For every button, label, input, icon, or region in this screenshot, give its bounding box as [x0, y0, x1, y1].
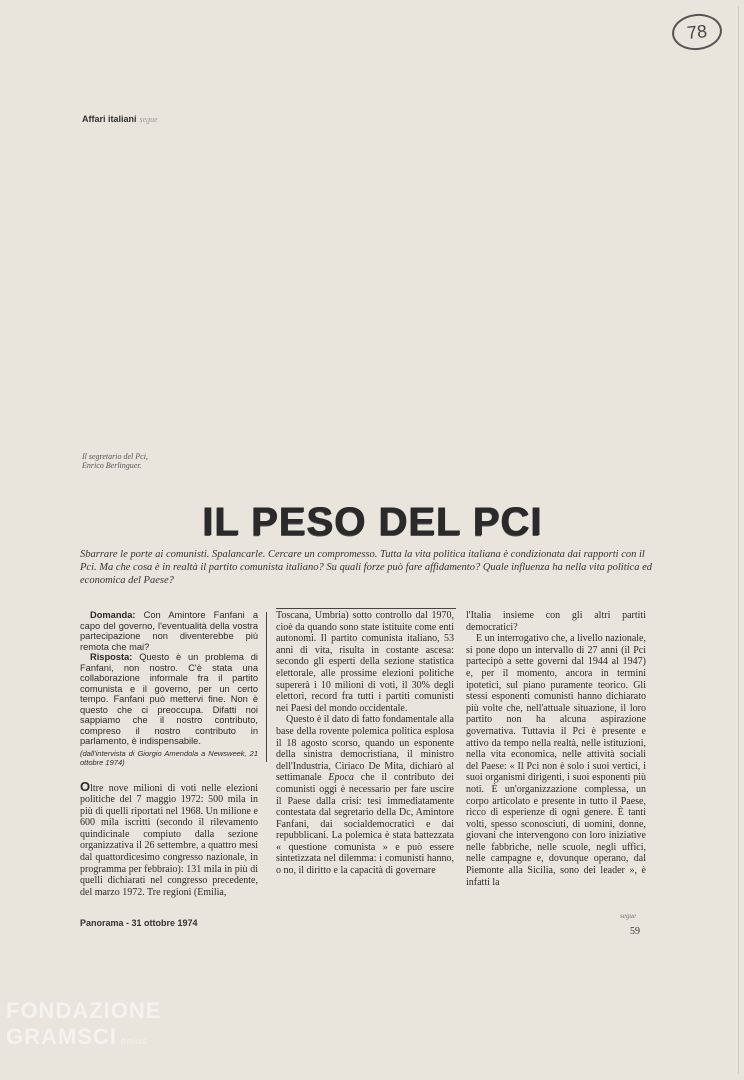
interview-question — [80, 610, 258, 652]
column-2 — [276, 610, 454, 877]
interview-answer — [80, 652, 258, 747]
photo-caption: Il segretario del Pci, Enrico Berlinguer. — [82, 452, 148, 470]
answer-text: Questo è un problema di Fanfani, non nostro. C'è stata una collaborazione informale fra il partito comunista e il governo, per un certo tempo. Fanfani può mettervi fine. Non è questo che ci preoccupa. Difatti noi sappiamo che il nostro contributo, compreso il nostro contributo in parlamento, è indispensabile. — [80, 652, 259, 746]
question-text: Con Amintore Fanfani a capo del governo, l'eventualità della vostra partecipazione non diventerebbe più remota che mai? — [80, 610, 258, 652]
answer-label: Risposta: — [90, 652, 133, 662]
column-3 — [466, 610, 646, 888]
archive-watermark — [6, 998, 161, 1054]
paragraph — [276, 714, 454, 876]
watermark-line-1: FONDAZIONE — [6, 998, 162, 1023]
paragraph-text: Questo è il dato di fatto fondamentale alla base della rovente polemica politica esplosa il 18 agosto scorso, quando un esponente della sinistra democristiana, il ministro dell'Industria, Ciriaco De Mita, dichiarò al settimanale — [276, 714, 454, 784]
column-1 — [80, 610, 258, 898]
magazine-title: Epoca — [328, 772, 354, 784]
lead-paragraph — [80, 778, 258, 899]
watermark-line-2: GRAMSCI — [6, 1024, 117, 1049]
paragraph: Toscana, Umbria) sotto controllo dal 1970, cioè da quando sono state istituite come enti autonomi. Il partito comunista italiano, 53 anni di vita, risulta in costante ascesa: secondo gli esperti della sezione statistica elettorale, alle prossime elezioni politiche supererà i 10 milioni di voti, il 30% degli elettori, record fra tutti i partiti comunisti nei Paesi del mondo occidentale. — [276, 610, 454, 714]
dropcap: O — [80, 778, 91, 794]
lead-text: ltre nove milioni di voti nelle elezioni politiche del 7 maggio 1972: 500 mila in più di quelli riportati nel 1968. Un milione e 600 mila iscritti (secondo il rilevamento quindicinale compiuto dalla sezione organizzativa il 26 settembre, a quattro mesi dal quattordicesimo congresso nazionale, in programma per febbraio): 131 mila in più di quelli dichiarati nel congresso precedente, del marzo 1972. Tre regioni (Emilia, — [80, 782, 258, 898]
standfirst: Sbarrare le porte ai comunisti. Spalancarle. Cercare un compromesso. Tutta la vita politica italiana è condizionata dai rapporti con il Pci. Ma che cosa è in realtà il partito comunista italiano? Su quali forze può fare affidamento? Quale influenza ha nella vita politica ed economica del Paese? — [80, 549, 652, 586]
headline: IL PESO DEL PCI — [201, 500, 543, 544]
source-note: (dall'intervista di Giorgio Amendola a Newsweek, 21 ottobre 1974) — [80, 748, 258, 767]
question-label: Domanda: — [90, 610, 136, 620]
interview-quote — [80, 610, 258, 767]
paragraph: E un interrogativo che, a livello nazionale, si pone dopo un intervallo di 27 anni (il Pci partecipò a sette governi dal 1944 al 1947) e, per il momento, ancora in termini ipotetici, sul piano puramente teorico. Gli stessi esponenti comunisti hanno dichiarato più volte che, nell'attuale situazione, il loro partito non ha alcuna aspirazione governativa. Tuttavia il Pci è presente e attivo da tempo nella realtà, nelle istituzioni, nella vita economica, nelle attività sociali del Paese: « Il Pci non è solo i suoi vertici, i suoi organismi dirigenti, i suoi esponenti più noti. È un'organizzazione complessa, un corpo articolato e presente in tutto il Paese, ricco di esperienze di ogni genere. È tanti volti, spesso sconosciuti, di uomini, donne, giovani che intervengono con loro iniziative nelle fabbriche, nelle scuole, negli uffici, nelle campagne e, dovunque operano, dal Piemonte alla Sicilia, sono dei leader », è infatti la — [466, 633, 646, 888]
column-top-rule — [276, 608, 456, 609]
section-label — [82, 114, 158, 124]
quote-divider — [266, 612, 267, 762]
section-label-suffix: segue — [139, 115, 158, 124]
paragraph: l'Italia insieme con gli altri partiti democratici? — [466, 610, 646, 633]
page-number: 59 — [630, 926, 640, 937]
continues-label: segue — [620, 912, 636, 920]
archive-number-stamp: 78 — [670, 11, 723, 52]
paragraph-text: che il contributo dei comunisti oggi è necessario per fare uscire il Paese dalla crisi: tesi immediatamente contestata dal segretario della Dc, Amintore Fanfani, dai socialdemocratici e dai repubblicani. La polemica è stata battezzata « questione comunista » e può essere sintetizzata nel dilemma: i comunisti hanno, o no, il diritto e la capacità di governare — [276, 772, 454, 877]
watermark-suffix: onlus — [120, 1036, 148, 1046]
publication-footer: Panorama - 31 ottobre 1974 — [80, 918, 198, 928]
section-label-text: Affari italiani — [82, 114, 137, 124]
